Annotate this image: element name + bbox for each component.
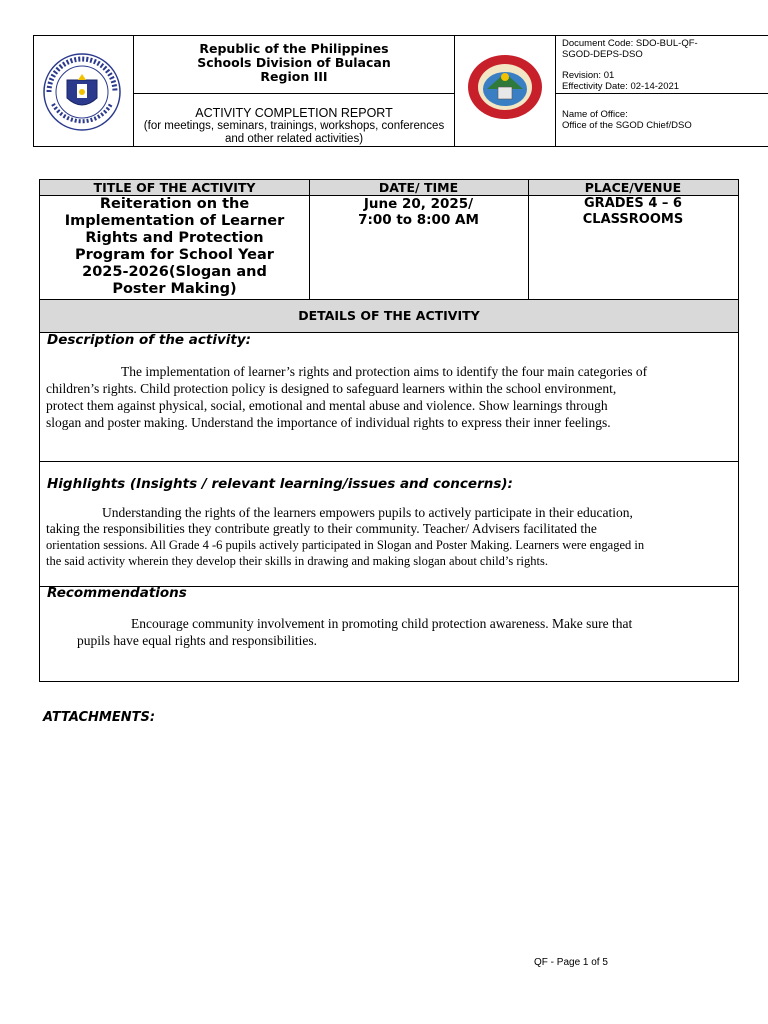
heading-line-region: Region III — [260, 69, 328, 84]
effectivity-date: Effectivity Date: 02-14-2021 — [562, 81, 680, 92]
venue-line: CLASSROOMS — [582, 212, 684, 227]
document-code — [562, 38, 698, 60]
row-divider — [40, 299, 738, 300]
activity-title — [40, 196, 309, 298]
heading-line-republic: Republic of the Philippines — [199, 41, 389, 56]
deped-logo — [39, 52, 125, 132]
activity-title-line: 2025-2026(Slogan and — [82, 264, 267, 280]
highlights-text — [46, 505, 730, 569]
activity-date-time — [309, 196, 528, 228]
highlights-line: the said activity wherein they develop their skills in drawing and making slogan about child’s rights. — [46, 554, 548, 568]
description-text — [46, 363, 730, 431]
header-divider — [133, 93, 455, 94]
office-heading — [134, 42, 454, 84]
office-info — [562, 109, 692, 131]
column-header-title: TITLE OF THE ACTIVITY — [93, 180, 256, 195]
report-title: ACTIVITY COMPLETION REPORT — [195, 106, 393, 120]
activity-title-line: Rights and Protection — [85, 230, 264, 246]
description-heading: Description of the activity: — [47, 332, 252, 348]
highlights-heading: Highlights (Insights / relevant learning/issues and concerns): — [47, 476, 513, 492]
column-header-place: PLACE/VENUE — [584, 180, 682, 195]
recommendations-line: pupils have equal rights and responsibilities. — [77, 633, 317, 648]
activity-time: 7:00 to 8:00 AM — [358, 212, 479, 228]
activity-title-line: Poster Making) — [112, 281, 237, 297]
office-label: Name of Office: — [562, 109, 628, 120]
page-footer: QF - Page 1 of 5 — [534, 957, 608, 968]
attachments-label: ATTACHMENTS: — [43, 710, 156, 725]
activity-table — [39, 179, 739, 682]
venue-line: GRADES 4 – 6 — [584, 196, 682, 211]
report-title-block — [134, 106, 454, 145]
details-heading: DETAILS OF THE ACTIVITY — [298, 308, 480, 323]
recommendations-text — [77, 615, 721, 649]
description-line: children’s rights. Child protection policy is designed to safeguard learners within the school environment, — [46, 381, 617, 396]
highlights-line: orientation sessions. All Grade 4 -6 pupils actively participated in Slogan and Poster Making. Learners were engaged in — [46, 538, 645, 552]
report-subtitle: and other related activities) — [224, 132, 364, 145]
office-name: Office of the SGOD Chief/DSO — [562, 120, 692, 131]
recommendations-heading: Recommendations — [47, 585, 187, 601]
highlights-line: Understanding the rights of the learners empowers pupils to actively participate in their education, — [102, 505, 633, 520]
header-divider — [454, 36, 455, 146]
revision-number: Revision: 01 — [562, 70, 615, 81]
division-seal — [465, 53, 545, 121]
header-divider — [555, 93, 768, 94]
header-divider — [555, 36, 556, 146]
document-code-line: SGOD-DEPS-DSO — [562, 49, 643, 60]
row-divider — [40, 461, 738, 462]
highlights-line: taking the responsibilities they contribute greatly to their community. Teacher/ Advisers facilitated the — [46, 521, 597, 536]
heading-line-division: Schools Division of Bulacan — [197, 55, 391, 70]
description-line: The implementation of learner’s rights and protection aims to identify the four main categories of — [121, 364, 648, 379]
document-header — [33, 35, 768, 147]
activity-title-line: Reiteration on the — [99, 196, 250, 212]
description-line: protect them against physical, social, emotional and mental abuse and violence. Show learnings through — [46, 398, 608, 413]
report-subtitle: (for meetings, seminars, trainings, workshops, conferences — [143, 120, 445, 132]
activity-venue — [528, 196, 738, 228]
column-header-date: DATE/ TIME — [378, 180, 459, 195]
activity-title-line: Implementation of Learner — [64, 213, 285, 229]
document-code-line: Document Code: SDO-BUL-QF- — [562, 38, 698, 49]
recommendations-line: Encourage community involvement in promoting child protection awareness. Make sure that — [131, 616, 633, 631]
activity-date: June 20, 2025/ — [363, 196, 474, 212]
activity-title-line: Program for School Year — [75, 247, 274, 263]
revision-info — [562, 70, 679, 92]
description-line: slogan and poster making. Understand the importance of individual rights to express their inner feelings. — [46, 415, 611, 430]
